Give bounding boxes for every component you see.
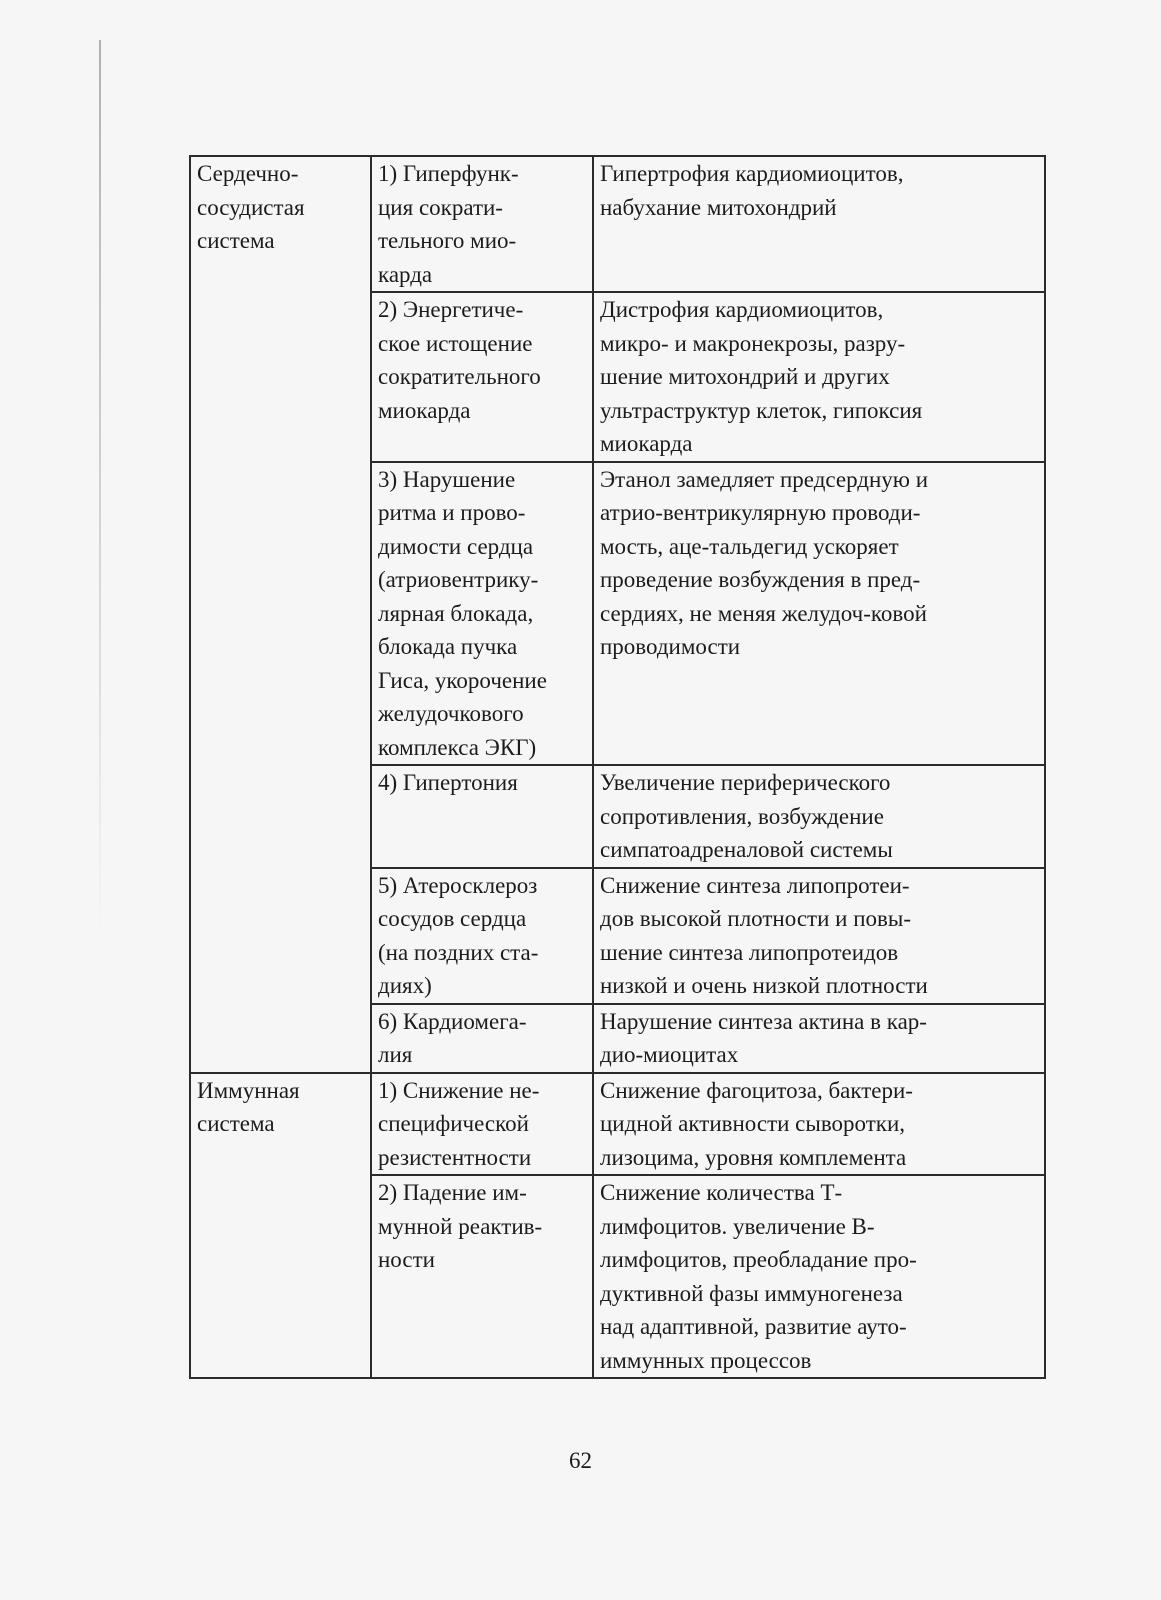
- system-cell: [190, 1073, 371, 1379]
- disorder-line: лярная блокада,: [378, 600, 534, 626]
- changes-line: набухание митохондрий: [600, 194, 837, 220]
- disorder-line: сократительного: [378, 364, 541, 389]
- changes-line: Увеличение периферического: [600, 770, 891, 795]
- disorder-cell: [371, 868, 593, 1004]
- table-body: [190, 156, 1045, 1378]
- disorder-cell: [371, 765, 593, 868]
- changes-line: иммунных процессов: [600, 1347, 812, 1373]
- disorder-line: 5) Атеросклероз: [378, 872, 538, 898]
- table-row: [190, 1073, 1045, 1176]
- changes-line: Этанол замедляет предсердную и: [600, 466, 929, 492]
- page-number: 62: [569, 1448, 592, 1473]
- disorder-line: диях): [378, 973, 432, 998]
- disorder-line: желудочкового: [378, 701, 524, 726]
- disorder-line: 1) Снижение не-: [378, 1077, 540, 1103]
- disorder-line: карда: [378, 261, 433, 287]
- disorder-line: (на поздних ста-: [378, 939, 539, 965]
- changes-line: шение митохондрий и других: [600, 364, 890, 389]
- disorder-line: 3) Нарушение: [378, 466, 516, 492]
- changes-line: цидной активности сыворотки,: [600, 1111, 906, 1136]
- disorder-line: лия: [378, 1042, 413, 1067]
- disorder-cell: [371, 1073, 593, 1176]
- disorder-line: тельного мио-: [378, 228, 517, 253]
- changes-line: микро- и макронекрозы, разру-: [600, 330, 906, 356]
- changes-line: Снижение синтеза липопротеи-: [600, 872, 910, 898]
- system-name-line: система: [197, 1111, 275, 1136]
- changes-cell: [593, 1073, 1045, 1176]
- system-name-line: сосудистая: [197, 194, 305, 220]
- disorder-line: 4) Гипертония: [378, 770, 518, 795]
- system-name-line: Иммунная: [197, 1077, 300, 1103]
- changes-cell: [593, 1004, 1045, 1073]
- disorder-line: миокарда: [378, 397, 471, 423]
- disorder-line: 2) Падение им-: [378, 1180, 527, 1205]
- changes-line: Гипертрофия кардиомиоцитов,: [600, 161, 904, 186]
- changes-line: проводимости: [600, 634, 741, 659]
- disorder-line: сосудов сердца: [378, 906, 527, 931]
- disorder-line: ритма и прово-: [378, 500, 526, 525]
- changes-cell: [593, 292, 1045, 462]
- disorder-cell: [371, 292, 593, 462]
- disorder-line: комплекса ЭКГ): [378, 734, 537, 760]
- disorder-line: мунной реактив-: [378, 1213, 543, 1239]
- disorder-line: ция сократи-: [378, 194, 503, 220]
- disorder-line: 2) Энергетиче-: [378, 297, 524, 322]
- changes-cell: [593, 868, 1045, 1004]
- disorder-line: ности: [378, 1247, 435, 1272]
- changes-line: Снижение фагоцитоза, бактери-: [600, 1077, 913, 1103]
- changes-line: Нарушение синтеза актина в кар-: [600, 1008, 927, 1034]
- changes-line: дуктивной фазы иммуногенеза: [600, 1280, 903, 1306]
- system-name-line: Сердечно-: [197, 161, 299, 186]
- changes-line: Дистрофия кардиомиоцитов,: [600, 297, 884, 322]
- changes-line: дио-миоцитах: [600, 1042, 739, 1067]
- changes-line: низкой и очень низкой плотности: [600, 973, 928, 998]
- disorder-line: димости сердца: [378, 533, 534, 559]
- changes-line: лимфоцитов, преобладание про-: [600, 1247, 917, 1272]
- changes-line: дов высокой плотности и повы-: [600, 906, 911, 931]
- disorder-line: (атриовентрику-: [378, 567, 539, 592]
- system-cell: [190, 156, 371, 1073]
- changes-line: шение синтеза липопротеидов: [600, 939, 899, 965]
- changes-line: миокарда: [600, 431, 693, 456]
- scan-edge-line: [99, 40, 101, 940]
- changes-line: ультраструктур клеток, гипоксия: [600, 397, 923, 423]
- changes-line: проведение возбуждения в пред-: [600, 567, 921, 592]
- changes-cell: [593, 1175, 1045, 1378]
- disorder-cell: [371, 462, 593, 766]
- changes-cell: [593, 462, 1045, 766]
- disorder-cell: [371, 1175, 593, 1378]
- disorder-line: блокада пучка: [378, 634, 518, 659]
- disorder-line: специфической: [378, 1111, 529, 1136]
- disorder-cell: [371, 156, 593, 292]
- disorder-cell: [371, 1004, 593, 1073]
- changes-line: мость, аце-тальдегид ускоряет: [600, 533, 899, 559]
- changes-line: лимфоцитов. увеличение В-: [600, 1213, 875, 1239]
- disorder-line: резистентности: [378, 1144, 532, 1170]
- changes-line: сердиях, не меняя желудоч-ковой: [600, 600, 927, 626]
- changes-line: атрио-вентрикулярную проводи-: [600, 500, 921, 525]
- system-name-line: система: [197, 228, 275, 253]
- table-row: [190, 156, 1045, 292]
- disorder-line: 1) Гиперфунк-: [378, 161, 519, 186]
- changes-line: над адаптивной, развитие ауто-: [600, 1314, 907, 1339]
- changes-line: лизоцима, уровня комплемента: [600, 1144, 907, 1170]
- changes-line: Снижение количества Т-: [600, 1180, 843, 1205]
- disorder-line: 6) Кардиомега-: [378, 1008, 527, 1034]
- effects-table: [189, 155, 1046, 1379]
- disorder-line: Гиса, укорочение: [378, 667, 547, 693]
- changes-line: симпатоадреналовой системы: [600, 837, 893, 862]
- changes-line: сопротивления, возбуждение: [600, 803, 884, 829]
- changes-cell: [593, 765, 1045, 868]
- disorder-line: ское истощение: [378, 330, 533, 356]
- changes-cell: [593, 156, 1045, 292]
